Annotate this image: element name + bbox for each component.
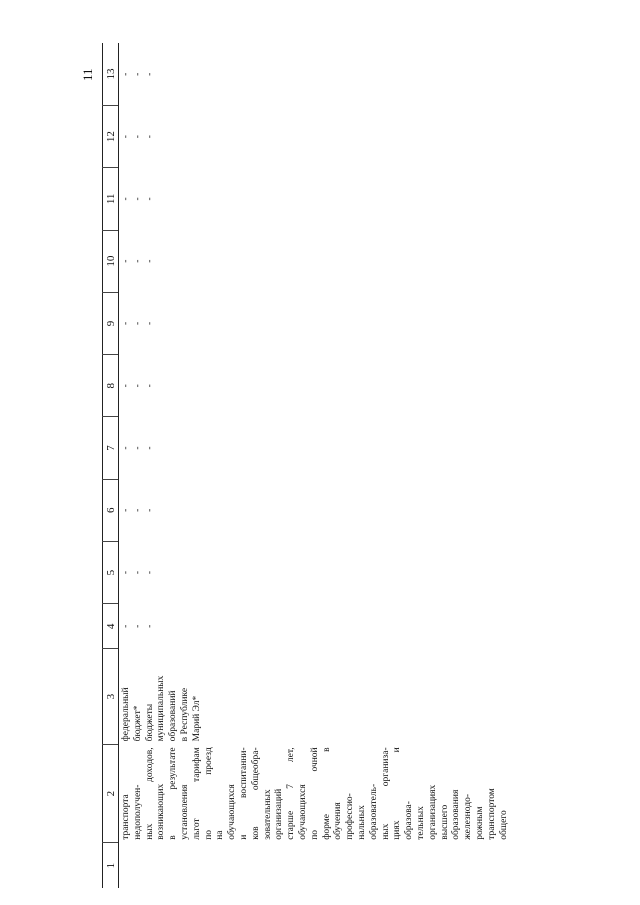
description-line: обучающихся — [227, 784, 238, 840]
description-line: общего — [498, 810, 509, 840]
value-dash: - — [132, 446, 143, 450]
column-header: 2 — [103, 744, 119, 842]
value-dash: - — [121, 624, 131, 628]
description-line: установления — [179, 784, 190, 840]
cell-values-col12 — [119, 105, 511, 167]
cell-values-col4 — [119, 604, 511, 649]
value-dash: - — [121, 135, 131, 139]
cell-values-col11 — [119, 168, 511, 230]
cell-values-col8 — [119, 355, 511, 417]
cell-description — [119, 744, 511, 842]
description-line: транспортом — [486, 788, 497, 840]
description-line: льгот тарифам — [191, 747, 202, 840]
budget-source-line: бюджеты — [144, 703, 155, 742]
cell-values-col5 — [119, 541, 511, 603]
budget-source-line: образований — [168, 690, 179, 742]
value-dash: - — [132, 508, 143, 512]
header-row — [103, 43, 119, 888]
column-header: 3 — [103, 649, 119, 744]
description-line: железнодо- — [463, 794, 474, 840]
rotated-table-container — [102, 43, 640, 888]
cell-budget-source — [119, 649, 511, 744]
value-dash: - — [144, 197, 155, 201]
description-line: ных организа- — [380, 747, 391, 840]
description-line: организаций — [274, 788, 285, 840]
value-dash: - — [144, 624, 155, 628]
column-header: 4 — [103, 604, 119, 649]
value-dash: - — [121, 570, 131, 575]
column-header: 9 — [103, 292, 119, 354]
budget-source-line: бюджет* — [132, 705, 143, 742]
value-dash: - — [132, 197, 143, 201]
description-line: старше 7 лет, — [286, 747, 297, 840]
cell-values-col9 — [119, 292, 511, 354]
description-line: образова- — [404, 801, 415, 840]
value-dash: - — [121, 197, 131, 201]
description-line: обучающихся — [297, 784, 308, 840]
table-row — [119, 43, 511, 888]
cell-values-col10 — [119, 230, 511, 292]
value-dash: - — [144, 135, 155, 139]
cell-col1 — [119, 843, 511, 888]
value-dash: - — [121, 72, 131, 76]
description-line: образователь- — [368, 783, 379, 840]
description-line: на — [215, 830, 226, 840]
column-header: 5 — [103, 541, 119, 603]
page-number: 11 — [80, 68, 95, 81]
value-dash: - — [132, 570, 143, 575]
value-dash: - — [121, 446, 131, 450]
description-line: ков общеобра- — [250, 747, 261, 840]
column-header: 10 — [103, 230, 119, 292]
column-header: 6 — [103, 479, 119, 541]
description-line: ных доходов, — [144, 747, 155, 840]
description-line: зовательных — [262, 789, 273, 840]
column-header: 12 — [103, 105, 119, 167]
value-dash: - — [132, 259, 143, 263]
value-dash: - — [144, 508, 155, 512]
description-line: профессио- — [345, 793, 356, 840]
column-header: 1 — [103, 843, 119, 888]
description-line: циях и — [392, 747, 403, 840]
value-dash: - — [121, 508, 131, 512]
budget-source-line: в Республике — [179, 687, 190, 742]
value-dash: - — [121, 321, 131, 326]
cell-values-col6 — [119, 479, 511, 541]
description-line: высшего — [439, 804, 450, 840]
description-line: форме в — [321, 747, 332, 840]
value-dash: - — [132, 135, 143, 139]
column-header: 7 — [103, 417, 119, 479]
value-dash: - — [144, 446, 155, 450]
description-line: по очной — [309, 747, 320, 840]
description-line: организациях — [427, 784, 438, 840]
description-line: тельных — [415, 806, 426, 840]
value-dash: - — [132, 72, 143, 76]
description-line: нальных — [356, 805, 367, 840]
description-line: образования — [451, 789, 462, 840]
value-dash: - — [144, 321, 155, 326]
description-line: и воспитанни- — [238, 747, 249, 840]
budget-source-line: Марий Эл* — [191, 695, 202, 742]
column-header: 11 — [103, 168, 119, 230]
description-line: по проезд — [203, 747, 214, 840]
description-line: недополучен- — [132, 784, 143, 840]
column-header: 13 — [103, 43, 119, 105]
description-line: рожным — [474, 806, 485, 840]
budget-source-line: муниципальных — [156, 675, 167, 742]
value-dash: - — [121, 259, 131, 263]
value-dash: - — [132, 384, 143, 388]
cell-values-col7 — [119, 417, 511, 479]
value-dash: - — [144, 72, 155, 76]
description-line: обучения — [333, 802, 344, 840]
description-line: транспорта — [121, 794, 131, 840]
value-dash: - — [144, 384, 155, 388]
value-dash: - — [132, 624, 143, 628]
value-dash: - — [132, 321, 143, 326]
budget-source-line: федеральный — [121, 687, 131, 742]
cell-values-col13 — [119, 43, 511, 105]
description-line: возникающих — [156, 783, 167, 840]
value-dash: - — [144, 570, 155, 575]
data-table — [102, 43, 510, 888]
description-line: в результате — [168, 747, 179, 840]
value-dash: - — [144, 259, 155, 263]
value-dash: - — [121, 384, 131, 388]
column-header: 8 — [103, 355, 119, 417]
